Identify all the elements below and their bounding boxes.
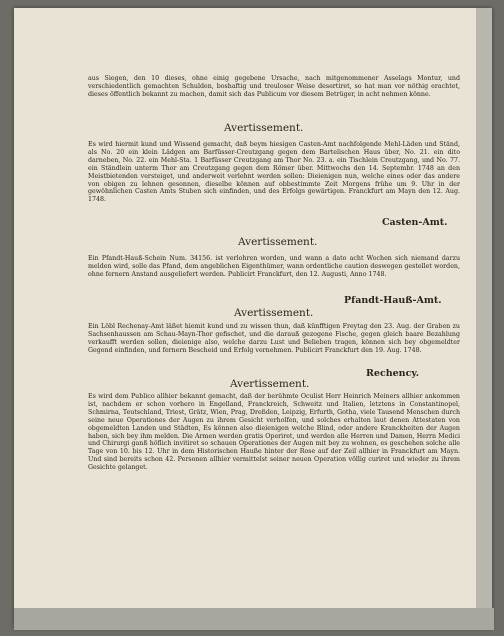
notice-3-body: Ein Löbl Rechenay-Amt läßet hiemit kund und zu wissen thun, daß künfftigen Freytag den 23. Aug. der Graben zu Sachsenhaussen am Schau-Mayn-Thor gefischet, und die darauß gezogene Fische, gegen gleich baare Bezahlung verkaufft werden sollen, dieienige also, welche darzu Lust und Belieben tragen, können sich bey obgemeldter Gegend einfinden, und fernern Bescheid und Erfolg vernehmen. Publicirt Franckfurt den 19. Aug. 1748. — [88, 323, 460, 354]
notice-1-section — [88, 141, 460, 204]
notice-3-signature: Rechency. — [366, 368, 420, 379]
notice-2-signature: Pfandt-Hauß-Amt. — [344, 295, 442, 306]
notice-3-heading: Avertissement. — [234, 307, 314, 319]
notice-4-body: Es wird dem Publico allhier bekannt gemacht, daß der berühmte Oculist Herr Heinrich Meiners allhier ankommen ist, nachdem er schon vorhero in Engelland, Franckreich, Schweitz und Italien, letztens in Constantinopel, Schmirna, Teutschland, Triest, Grätz, Wien, Prag, Dreßden, Leipzig, Erfurth, Gotha, viele Tausend Menschen durch seine neue Operationes der Augen zu ihrem Gesicht verholfen, und solches erhalten laut denen Attestaten von obgemeldten Landen und Städten, Es können also dieienigen welche Blind, oder andere Kranckheiten der Augen haben, sich bey ihm melden. Die Armen werden gratis Operiret, und werden alle Herren und Damen, Herrn Medici und Chirurgi ganß höflich invitiret so schauen Operationes der Augen mit bey zu wohnen, es geschehen solche alle Tage von 10. bis 12. Uhr in dem Historischen Hauße hinter der Rose auf der Zeil allhier in Franckfurt am Mayn. Und sind bereits schon 42. Personen allhier vermittelst seiner neuen Operation völlig curiret und wieder zu ihrem Gesichte gelanget. — [88, 393, 460, 472]
notice-2-heading: Avertissement. — [238, 236, 318, 248]
notice-2-body: Ein Pfandt-Hauß-Schein Num. 34156. ist verlohren worden, und wann a dato acht Wochen sich niemand darzu melden wird, solle das Pfand, dem angeblichen Eigenthümer, wann ordentliche caution deswegen gestellet worden, ohne fernern Anstand ausgeliefert werden. Publicirt Franckfurt, den 12. Augusti, Anno 1748. — [88, 255, 460, 278]
notice-2-section — [88, 255, 460, 279]
page-edge-shadow — [476, 8, 492, 628]
page-bottom-edge — [14, 608, 494, 630]
intro-section — [88, 75, 460, 99]
notice-3-section — [88, 323, 460, 355]
intro-paragraph: aus Siegen, den 10 dieses, ohne einig gegebene Ursache, nach mitgenommener Asselags Montur, und verschiedentlich gemachten Schulden, boshaftig und treuloser Weise desertiret, so hat man vor nöthig erachtet, dieses öffentlich bekannt zu machen, damit sich das Publicum vor diesem Betrüger, in acht nehmen könne. — [88, 75, 460, 98]
notice-4-heading: Avertissement. — [230, 378, 310, 390]
notice-1-body: Es wird hiermit kund und Wissend gemacht, daß beym hiesigen Casten-Amt nachfolgende Mehl-Läden und Ständ, als No. 20 ein klein Lädgen am Barfüsser-Creutzgang gegen dem Bartelischen Haus über, No. 21. ein dito darneben, No. 22. ein Mehl-Sta. 1 Barfüsser Creutzgang am Thor No. 23. a. ein Tischlein Creutzgang, und No. 77. ein Ständlein unterm Thor am Creutzgang gegen dem Römer über. Mittwochs den 14. Septembr. 1748 an den Meistbietenden versteiget, und anderweit verlehnt werden sollen: Dieienigen nun, welche eines oder das andere von obigen zu lehnen gesonnen, dieselbe können auf obbestimmte Zeit Morgens frühe um 9. Uhr in der gewöhnlichen Casten Amts Stuben sich einfinden, und des Erfolgs gewärtigen. Franckfurt am Mayn den 12. Aug. 1748. — [88, 141, 460, 204]
notice-4-section — [88, 393, 460, 472]
notice-1-heading: Avertissement. — [224, 122, 304, 134]
notice-1-signature: Casten-Amt. — [382, 217, 448, 228]
